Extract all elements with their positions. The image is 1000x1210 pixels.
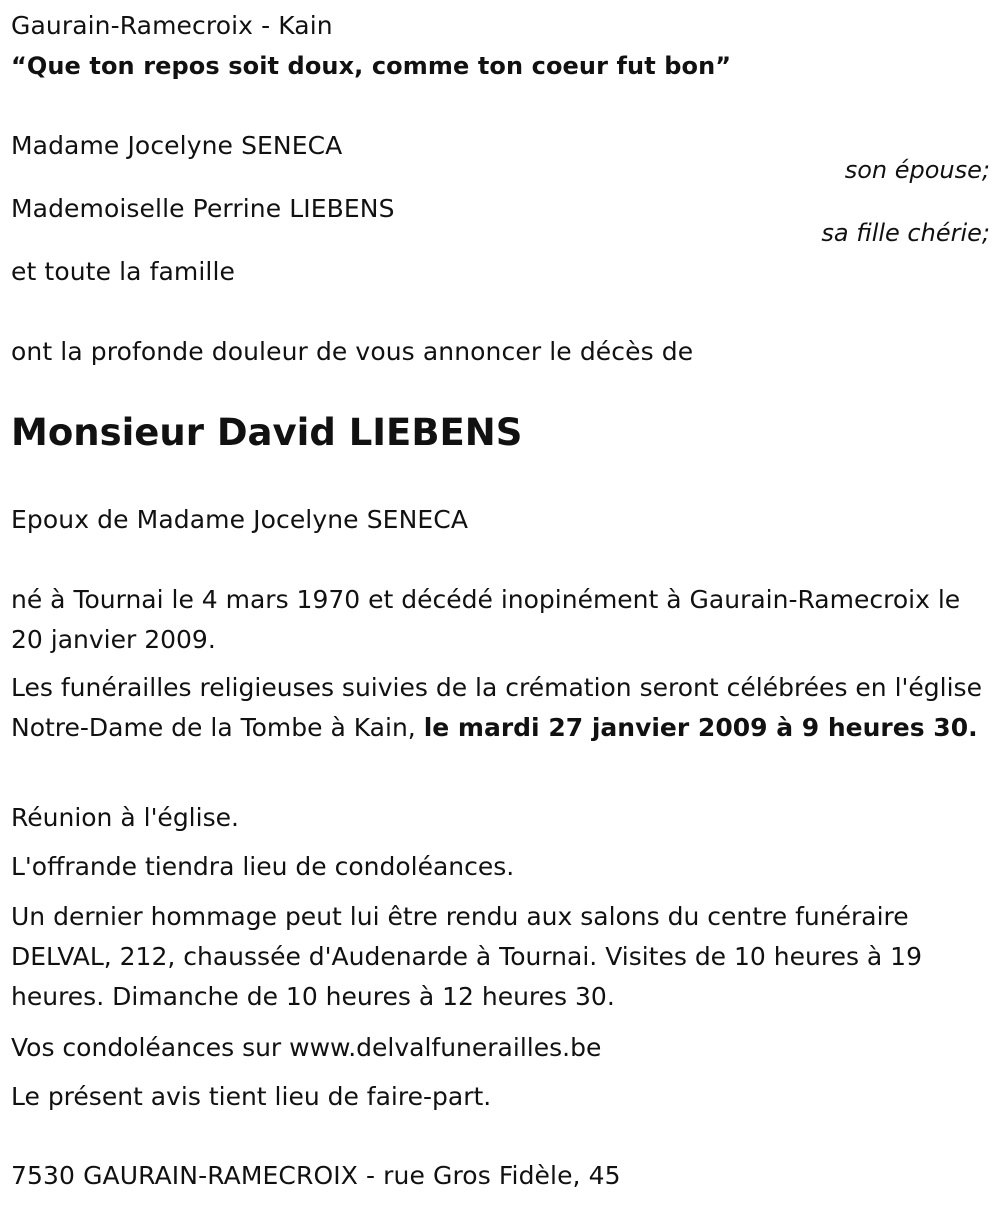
family-member-relation: son épouse;: [844, 156, 990, 184]
family-member-name: Mademoiselle Perrine LIEBENS: [11, 194, 395, 223]
tribute-paragraph: Un dernier hommage peut lui être rendu aux salons du centre funéraire DELVAL, 212, chaussée d'Audenarde à Tournai. Visites de 10 heures à 19 heures. Dimanche de 10 heures à 12 heures 30.: [11, 902, 922, 1011]
family-member-name: Madame Jocelyne SENECA: [11, 131, 343, 160]
family-member-relation: sa fille chérie;: [821, 219, 990, 247]
address-line: 7530 GAURAIN-RAMECROIX - rue Gros Fidèle, 45: [11, 1161, 621, 1190]
notice-line: Le présent avis tient lieu de faire-part.: [11, 1082, 492, 1111]
spouse-line: Epoux de Madame Jocelyne SENECA: [11, 505, 469, 534]
offering-line: L'offrande tiendra lieu de condoléances.: [11, 852, 515, 881]
condolences-line: Vos condoléances sur www.delvalfunerailles.be: [11, 1033, 602, 1062]
birth-death-paragraph: né à Tournai le 4 mars 1970 et décédé inopinément à Gaurain-Ramecroix le 20 janvier 2009.: [11, 585, 961, 654]
location-heading: Gaurain-Ramecroix - Kain: [11, 11, 333, 40]
family-member-name: et toute la famille: [11, 257, 236, 286]
funeral-paragraph: [11, 668, 996, 748]
funeral-date: le mardi 27 janvier 2009 à 9 heures 30.: [423, 713, 978, 742]
motto-quote: “Que ton repos soit doux, comme ton coeur fut bon”: [11, 52, 732, 80]
deceased-name: Monsieur David LIEBENS: [11, 411, 523, 454]
funeral-text: Les funérailles religieuses suivies de la crémation seront célébrées en l'église Notre-Dame de la Tombe à Kain,: [11, 673, 982, 742]
meeting-line: Réunion à l'église.: [11, 803, 239, 832]
announcement-text: ont la profonde douleur de vous annoncer le décès de: [11, 337, 694, 366]
